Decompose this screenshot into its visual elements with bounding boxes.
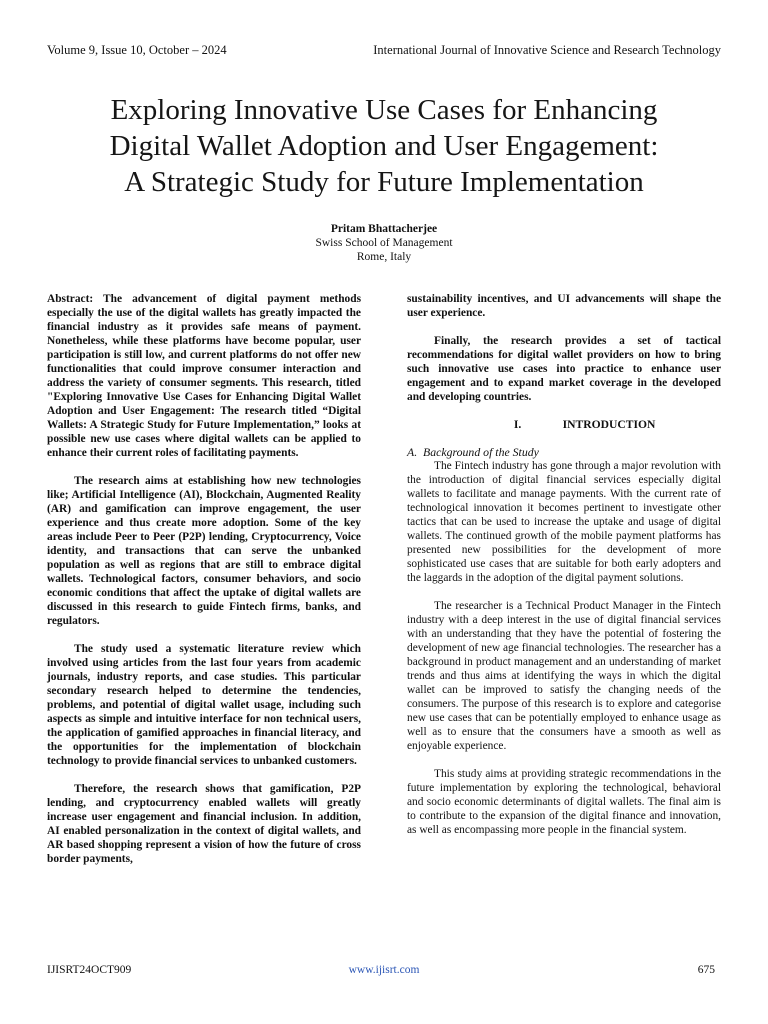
subsection-label: A. — [407, 445, 418, 459]
abstract-paragraph-3: The study used a systematic literature review which involved using articles from the last four years from academic journals, industry reports, and case studies. This particular secondary research helped to determine the tendencies, problems, and potential of digital wallet usage, including such aspects as simple and intuitive interface for non technical users, the application of gamified approaches in financial literacy, and the opportunities for the implementation of blockchain technology to provide financial services to unbanked customers. — [47, 643, 361, 767]
intro-paragraph-1: The Fintech industry has gone through a major revolution with the introduction of digital financial services especially digital wallets to facilitate and manage payments. With the current rate of technological innovation it becomes pertinent to investigate other tactics that can be used to increase the uptake and usage of digital wallets. The continued growth of the mobile payment platforms has presented new possibilities for the development of more sophisticated use cases that are suitable for both early adopters and the laggards in the adoption of the digital payment solutions. — [407, 460, 721, 584]
author-location: Rome, Italy — [356, 251, 412, 263]
right-column — [407, 292, 721, 851]
title-line-3: A Strategic Study for Future Implementation — [124, 166, 644, 198]
running-header-journal: International Journal of Innovative Science and Research Technology — [373, 43, 721, 57]
author-name: Pritam Bhattacherjee — [330, 223, 438, 235]
subsection-title: Background of the Study — [423, 445, 539, 459]
abstract-paragraph-2: The research aims at establishing how new technologies like; Artificial Intelligence (AI), Blockchain, Augmented Reality (AR) and gamification can improve engagement, the user experience and thus create more adoption. Some of the key areas include Peer to Peer (P2P) lending, Cryptocurrency, Voice identity, and transactions that can serve the unbanked population as well as regions that are still to embrace digital wallets. Technological factors, consumer behaviors, and socio economic conditions that affect the uptake of digital wallets are discussed in this research to guide Fintech firms, banks, and regulators. — [47, 475, 361, 627]
title-line-1: Exploring Innovative Use Cases for Enhancing — [110, 94, 658, 126]
abstract-paragraph-4-continued: sustainability incentives, and UI advancements will shape the user experience. — [407, 293, 721, 319]
intro-paragraph-2: The researcher is a Technical Product Manager in the Fintech industry with a deep interest in the use of digital financial services with an understanding that they have the potential of fostering the development of new age financial technologies. The researcher has a background in product management and an understanding of market trends and thus aims at identifying the ways in which the digital wallet can be improved to satisfy the changing needs of the consumers. The purpose of this research is to explore and categorise new use cases that can be potentially employed to enhance usage as well as to ensure that the consumers have a smooth as well as enjoyable experience. — [407, 600, 721, 752]
footer-article-id: IJISRT24OCT909 — [47, 964, 132, 976]
section-title: INTRODUCTION — [562, 418, 656, 431]
subsection-heading — [407, 445, 721, 459]
title-line-2: Digital Wallet Adoption and User Engagement: — [109, 130, 659, 162]
left-column — [47, 292, 361, 880]
running-header-volume: Volume 9, Issue 10, October – 2024 — [47, 43, 227, 57]
abstract-paragraph-1: Abstract: The advancement of digital payment methods especially the use of the digital wallets has greatly impacted the financial industry as it provides safe means of payment. Nonetheless, while these platforms have become popular, user participation is still low, and current platforms do not offer new functionalities that could improve consumer interaction and address the variety of consumer segments. This research, titled "Exploring Innovative Use Cases for Enhancing Digital Wallet Adoption and User Engagement: The research titled “Digital Wallets: A Strategic Study for Future Implementation,” looks at possible new use cases where digital wallets can be applied to enhance their current roles of facilitating payments. — [47, 293, 361, 459]
footer-link-wrapper — [0, 964, 768, 976]
abstract-paragraph-5: Finally, the research provides a set of tactical recommendations for digital wallet providers on how to bring such innovative use cases into practice to enhance user engagement and to expand market coverage in the developed and developing countries. — [407, 335, 721, 403]
abstract-paragraph-4: Therefore, the research shows that gamification, P2P lending, and cryptocurrency enabled wallets will greatly increase user engagement and financial inclusion. In addition, AI enabled personalization in the context of digital wallets, and AR based shopping represent a vision of how the future of cross border payments, — [47, 783, 361, 865]
author-block — [0, 222, 768, 264]
intro-paragraph-3: This study aims at providing strategic recommendations in the future implementation by exploring the technological, behavioral and socio economic determinants of digital wallets. The final aim is to contribute to the expansion of the digital finance and innovation, as well as encompassing more people in the financial system. — [407, 768, 721, 836]
paper-title — [40, 92, 728, 200]
author-affiliation: Swiss School of Management — [315, 237, 453, 249]
page-number: 675 — [697, 964, 715, 976]
section-number: I. — [513, 418, 522, 431]
footer-website-link[interactable]: www.ijisrt.com — [348, 964, 420, 976]
section-heading-introduction — [407, 418, 721, 432]
